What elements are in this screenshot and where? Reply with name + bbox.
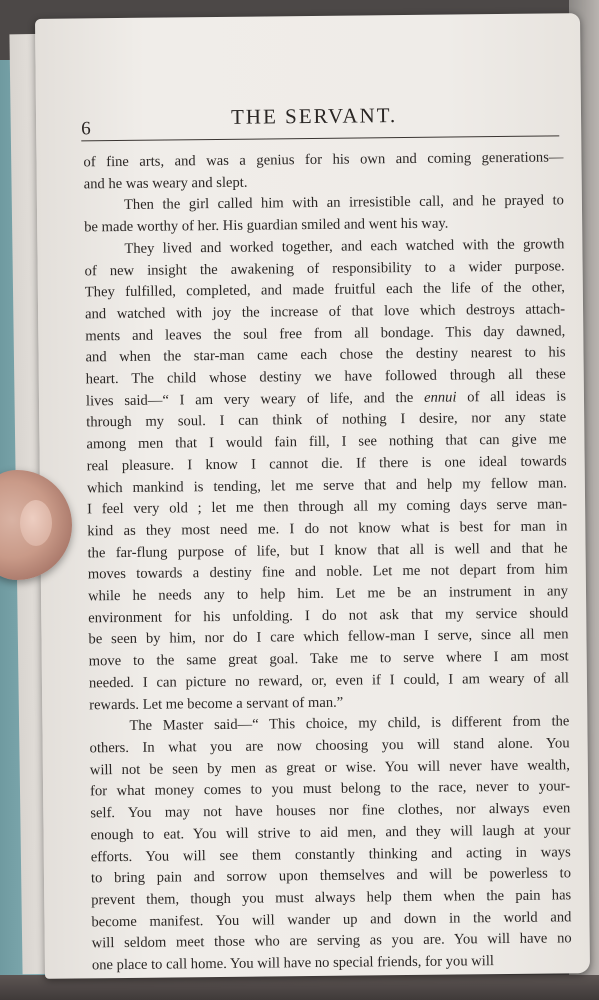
text-line: The Master said—“ This choice, my child, is different from the	[129, 713, 570, 735]
text-line: through my soul. I can think of nothing I desire, nor any state	[86, 409, 567, 431]
text-line: lives said—“ I am very weary of life, and the ennui of all ideas is	[85, 388, 567, 410]
text-line: prevent them, though you must always help them when the pain has	[91, 887, 572, 909]
running-head: THE SERVANT.	[230, 103, 398, 129]
text-line: will seldom meet those who are serving as you are. You will have no	[91, 930, 572, 952]
text-line: and when the star-man came each chose the destiny nearest to his	[85, 344, 566, 366]
text-line: and watched with joy the increase of that love which destroys attach-	[85, 301, 566, 323]
text-line: heart. The child whose destiny we have followed through all these	[85, 366, 566, 388]
text-line: kind as they most need me. I do not know what is best for man in	[87, 518, 568, 540]
text-line: real pleasure. I know I cannot die. If there is one ideal towards	[86, 453, 567, 475]
text-line: be seen by him, nor do I care which fellow-man I serve, since all men	[88, 626, 569, 648]
book-cover-bottom	[0, 975, 599, 1000]
text-line: rewards. Let me become a servant of man.”	[89, 694, 344, 713]
text-line: Then the girl called him with an irresistible call, and he prayed to	[123, 192, 565, 214]
text-line: moves towards a destiny fine and noble. Let me not depart from him	[87, 561, 568, 583]
page-header	[81, 95, 559, 140]
text-line: others. In what you are now choosing you will stand alone. You	[89, 735, 570, 757]
text-line: to bring pain and sorrow upon themselves and will be powerless to	[90, 865, 572, 887]
text-line: ments and leaves the soul free from all bondage. This day dawned,	[85, 322, 566, 344]
text-line: for what money comes to you must belong to the race, never to your-	[90, 778, 571, 800]
text-line: efforts. You will see them constantly thinking and acting in ways	[90, 843, 571, 865]
text-line: and he was weary and slept.	[83, 174, 248, 193]
header-rule	[81, 135, 559, 141]
text-line: of fine arts, and was a genius for his own and coming generations—	[83, 149, 564, 171]
text-line: They fulfilled, completed, and made fruitful each the life of the other,	[84, 279, 565, 301]
text-line: among men that I would fain fill, I see nothing that can give me	[86, 431, 567, 453]
text-line: become manifest. You will wander up and down in the world and	[91, 908, 572, 930]
thumbnail-highlight	[20, 500, 52, 546]
text-line: which mankind is tending, let me serve that and help my fellow man.	[86, 474, 567, 496]
text-line: be made worthy of her. His guardian smiled and went his way.	[84, 215, 449, 236]
text-line: needed. I can picture no reward, or, even if I could, I am weary of all	[88, 670, 570, 692]
text-line: the far-flung purpose of life, but I know that all is well and that he	[87, 539, 568, 562]
text-line: I feel very old ; let me then through all my coming days serve man-	[87, 496, 568, 518]
text-line: one place to call home. You will have no special friends, for you will	[91, 953, 495, 974]
book-page	[35, 13, 590, 979]
text-line: self. You may not have houses nor fine clothes, nor always even	[90, 800, 571, 822]
body-text	[83, 147, 572, 977]
text-line: move to the same great goal. Take me to serve where I am most	[88, 648, 569, 670]
page-number: 6	[81, 118, 91, 140]
text-line: will not be seen by men as great or wise. You will never have wealth,	[89, 757, 570, 779]
text-line: while he needs any to help him. Let me be an instrument in any	[87, 583, 569, 605]
text-line: of new insight the awakening of responsibility to a wider purpose.	[84, 257, 565, 279]
text-line: environment for his unfolding. I do not ask that my service should	[88, 605, 569, 627]
text-line: They lived and worked together, and each watched with the growth	[124, 236, 565, 257]
text-line: enough to eat. You will strive to aid men, and they will laugh at your	[90, 822, 571, 844]
